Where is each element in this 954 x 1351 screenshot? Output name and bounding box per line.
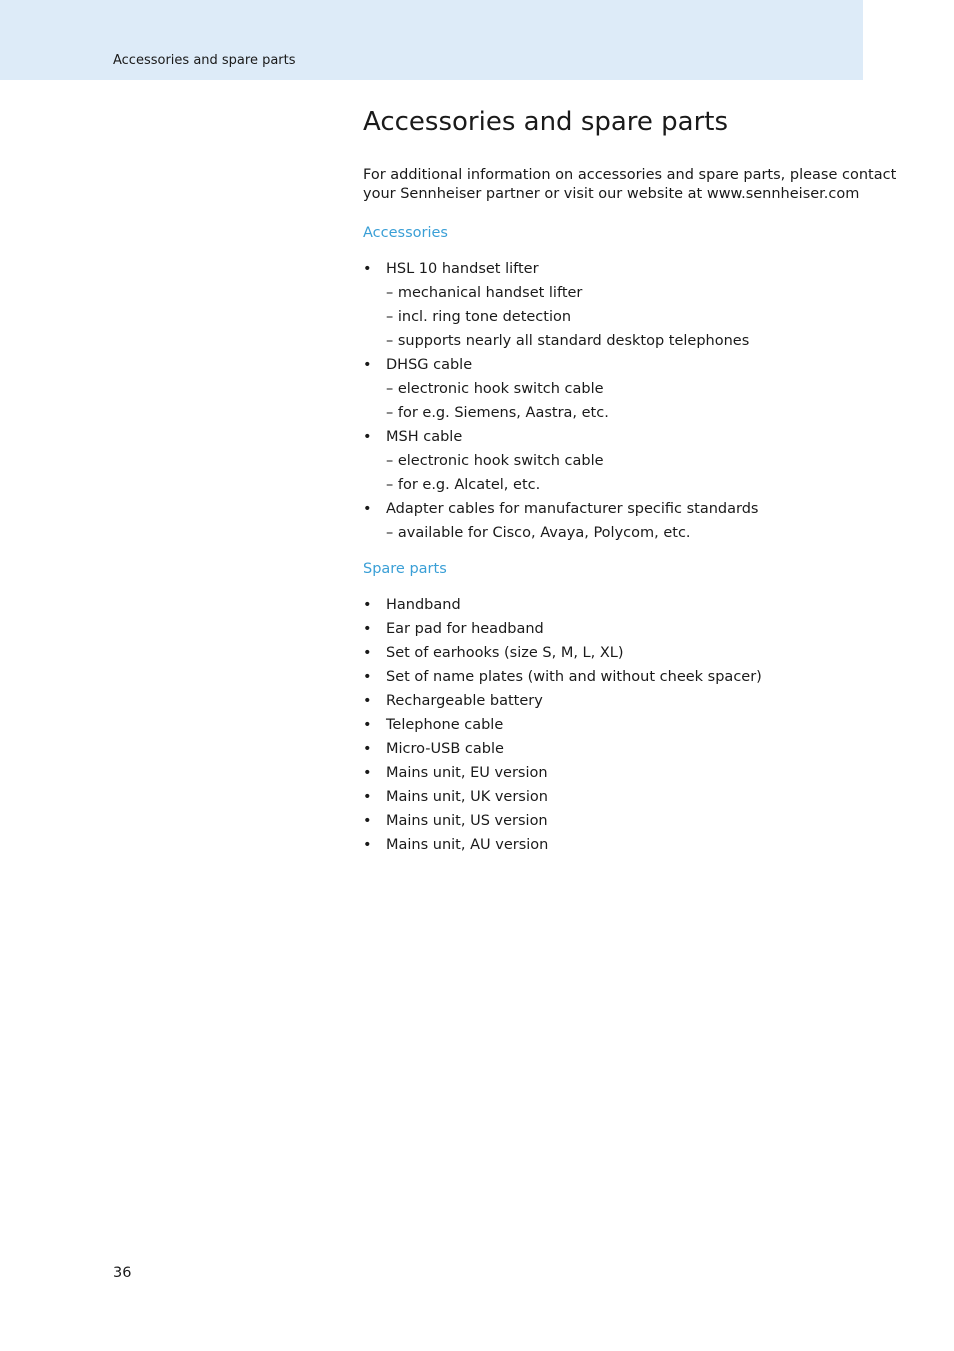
sub-list (386, 377, 873, 425)
list-item (363, 761, 873, 785)
item-label: Ear pad for headband (386, 621, 544, 637)
list-item (363, 689, 873, 713)
sub-item: – available for Cisco, Avaya, Polycom, etc. (386, 525, 691, 541)
sub-list (386, 281, 873, 353)
list-item (363, 833, 873, 857)
item-label: Handband (386, 597, 461, 613)
sub-list (386, 449, 873, 497)
sub-list (386, 521, 873, 545)
bullet: • (363, 741, 372, 757)
page-number: 36 (113, 1265, 132, 1281)
page-title: Accessories and spare parts (363, 107, 729, 137)
list-item (363, 737, 873, 761)
sub-item: – electronic hook switch cable (386, 453, 604, 469)
bullet: • (363, 357, 372, 373)
list-item (363, 257, 873, 353)
item-label: Rechargeable battery (386, 693, 543, 709)
item-label: Telephone cable (386, 717, 504, 733)
bullet: • (363, 765, 372, 781)
item-label: DHSG cable (386, 357, 473, 373)
accessories-list (363, 257, 873, 545)
running-header: Accessories and spare parts (113, 53, 296, 68)
main-content (363, 104, 897, 857)
bullet: • (363, 789, 372, 805)
bullet: • (363, 597, 372, 613)
list-item (363, 425, 873, 497)
list-item (363, 713, 873, 737)
item-label: Mains unit, US version (386, 813, 548, 829)
bullet: • (363, 429, 372, 445)
bullet: • (363, 693, 372, 709)
sub-item: – for e.g. Alcatel, etc. (386, 477, 541, 493)
sub-item: – incl. ring tone detection (386, 309, 572, 325)
sub-item: – mechanical handset lifter (386, 285, 583, 301)
spare-parts-list (363, 593, 873, 857)
item-label: Mains unit, EU version (386, 765, 548, 781)
list-item (363, 617, 873, 641)
list-item (363, 497, 873, 545)
list-item (363, 353, 873, 425)
bullet: • (363, 669, 372, 685)
accessories-heading: Accessories (363, 225, 448, 241)
bullet: • (363, 813, 372, 829)
intro-line-2: your Sennheiser partner or visit our website at www.sennheiser.com (363, 186, 860, 202)
item-label: Set of earhooks (size S, M, L, XL) (386, 645, 624, 661)
spare-parts-heading: Spare parts (363, 561, 447, 577)
sub-item: – for e.g. Siemens, Aastra, etc. (386, 405, 609, 421)
list-item (363, 809, 873, 833)
list-item (363, 785, 873, 809)
list-item (363, 641, 873, 665)
sub-item: – electronic hook switch cable (386, 381, 604, 397)
bullet: • (363, 717, 372, 733)
bullet: • (363, 837, 372, 853)
item-label: Mains unit, UK version (386, 789, 548, 805)
item-label: Mains unit, AU version (386, 837, 549, 853)
item-label: Set of name plates (with and without cheek spacer) (386, 669, 762, 685)
item-label: MSH cable (386, 429, 463, 445)
intro-line-1: For additional information on accessories and spare parts, please contact (363, 167, 897, 183)
item-label: Adapter cables for manufacturer specific standards (386, 501, 759, 517)
intro-paragraph (363, 166, 897, 204)
item-label: Micro-USB cable (386, 741, 504, 757)
list-item (363, 665, 873, 689)
bullet: • (363, 645, 372, 661)
bullet: • (363, 501, 372, 517)
bullet: • (363, 261, 372, 277)
list-item (363, 593, 873, 617)
sub-item: – supports nearly all standard desktop telephones (386, 333, 750, 349)
item-label: HSL 10 handset lifter (386, 261, 539, 277)
bullet: • (363, 621, 372, 637)
